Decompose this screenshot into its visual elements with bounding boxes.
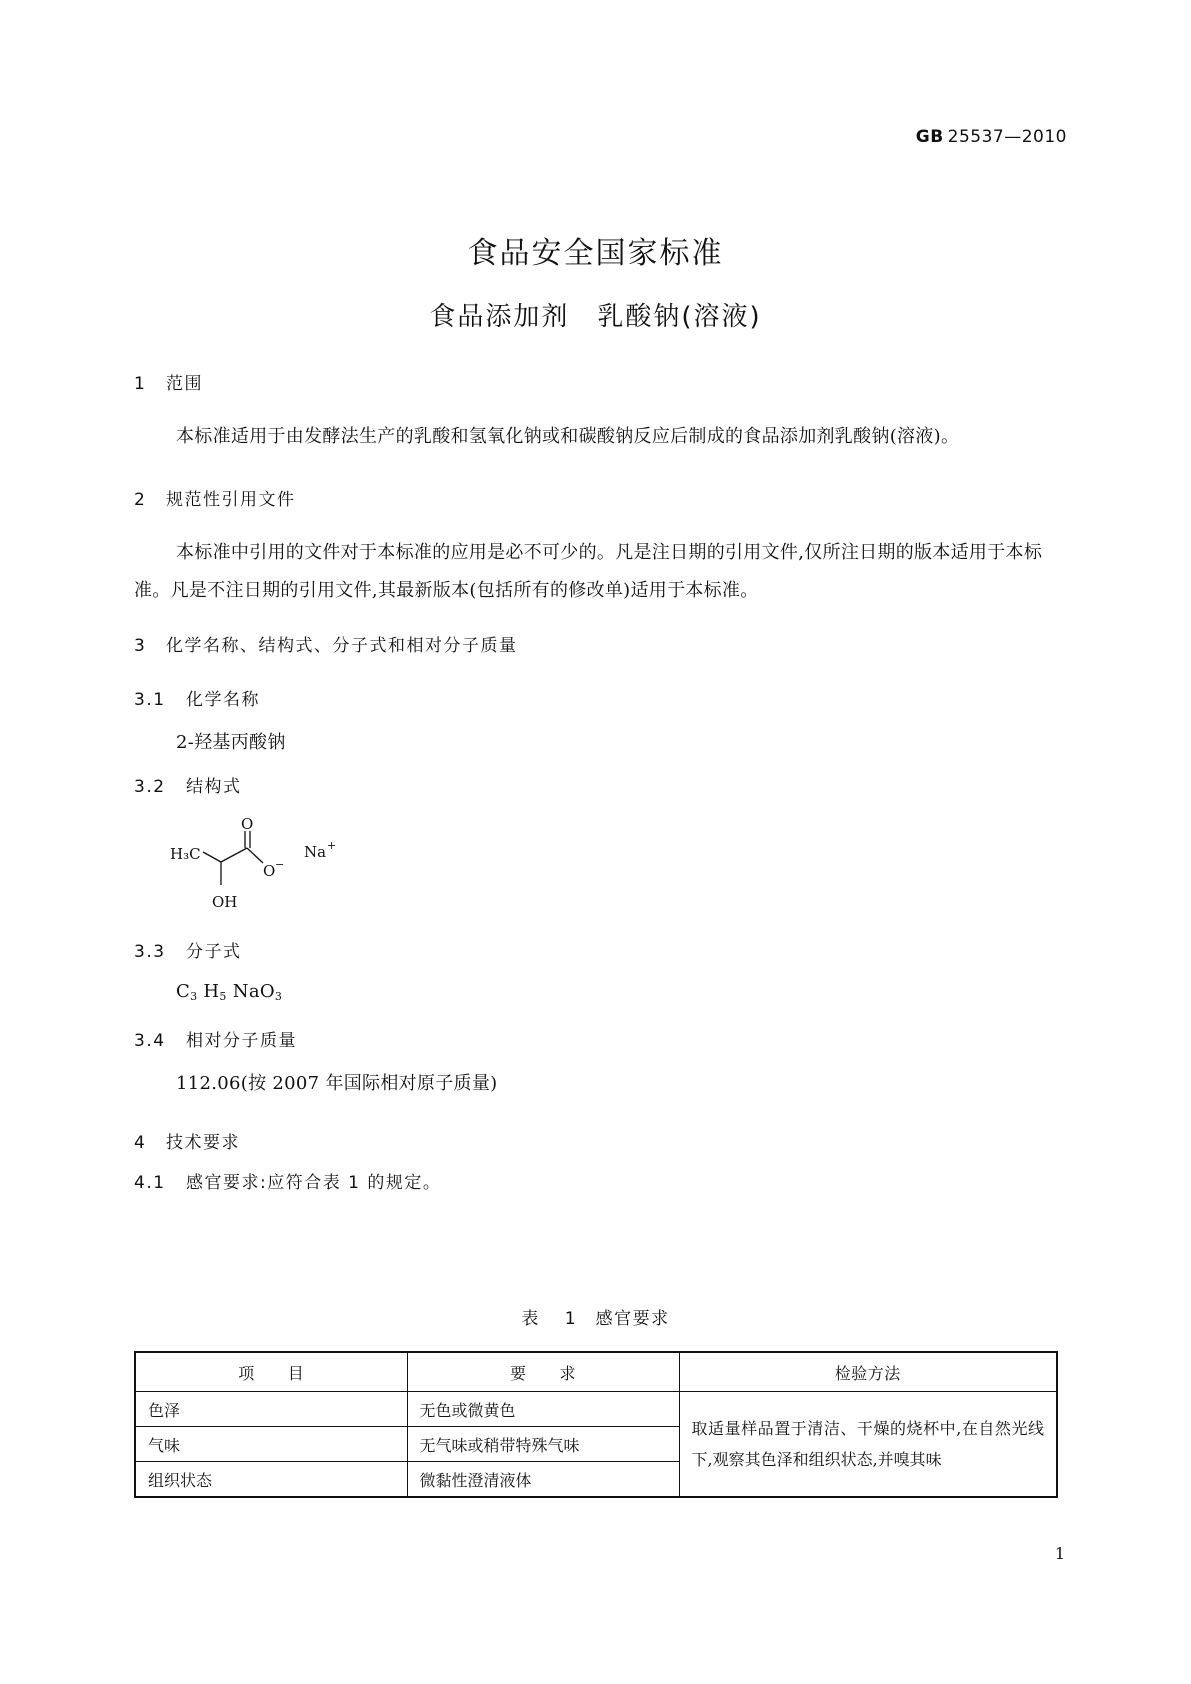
section-3-1-heading xyxy=(134,685,260,710)
row-requirement: 微黏性澄清液体 xyxy=(407,1462,679,1498)
section-1-text xyxy=(134,418,1058,456)
section-title: 相对分子质量 xyxy=(186,1031,297,1051)
row-requirement: 无色或微黄色 xyxy=(407,1392,679,1427)
section-title: 分子式 xyxy=(186,942,242,962)
section-title: 化学名称 xyxy=(186,690,260,710)
column-header-item: 项 目 xyxy=(135,1352,407,1392)
section-3-3-heading xyxy=(134,937,242,962)
table-header-row xyxy=(135,1352,1057,1392)
carbonyl-oxygen: O xyxy=(241,815,254,833)
section-title: 化学名称、结构式、分子式和相对分子质量 xyxy=(166,636,518,656)
section-number: 4.1 xyxy=(134,1173,166,1193)
molecular-mass: 112.06(按 2007 年国际相对原子质量) xyxy=(176,1073,498,1094)
section-2-body: 本标准中引用的文件对于本标准的应用是必不可少的。凡是注日期的引用文件,仅所注日期的版本适用于本标准。凡是不注日期的引用文件,其最新版本(包括所有的修改单)适用于本标准。 xyxy=(134,542,1043,601)
section-title: 范围 xyxy=(166,374,203,394)
section-number: 3.1 xyxy=(134,690,166,710)
molecular-formula: $C_3$ $H_5$ NaO$_3$ xyxy=(176,981,283,1003)
bond-carboxylate xyxy=(247,848,263,863)
section-title: 规范性引用文件 xyxy=(166,490,296,510)
bond-carbon-carboxyl xyxy=(221,848,247,862)
section-4-1-heading xyxy=(134,1168,441,1193)
row-item: 色泽 xyxy=(135,1392,407,1427)
column-header-method: 检验方法 xyxy=(679,1352,1057,1392)
section-1-heading xyxy=(134,369,203,394)
row-requirement: 无气味或稍带特殊气味 xyxy=(407,1427,679,1462)
section-number: 3.2 xyxy=(134,777,166,797)
section-number: 3 xyxy=(134,636,147,656)
section-number: 2 xyxy=(134,490,147,510)
section-1-body: 本标准适用于由发酵法生产的乳酸和氢氧化钠或和碳酸钠反应后制成的食品添加剂乳酸钠(溶液)。 xyxy=(176,426,960,447)
sensory-table xyxy=(134,1351,1058,1498)
section-4-heading xyxy=(134,1128,240,1153)
section-title: 结构式 xyxy=(186,777,242,797)
sodium-label: Na xyxy=(304,843,327,861)
test-method: 取适量样品置于清洁、干燥的烧杯中,在自然光线下,观察其色泽和组织状态,并嗅其味 xyxy=(679,1392,1057,1498)
methyl-label: H₃C xyxy=(170,845,201,863)
positive-charge: + xyxy=(327,839,337,852)
section-3-4-heading xyxy=(134,1026,297,1051)
section-number: 1 xyxy=(134,374,147,394)
section-3-heading xyxy=(134,631,518,656)
hydroxyl-label: OH xyxy=(212,893,238,911)
section-2-heading xyxy=(134,485,296,510)
standard-prefix: GB xyxy=(915,127,944,147)
section-number: 3.3 xyxy=(134,942,166,962)
section-3-2-heading xyxy=(134,772,242,797)
table-caption: 表 1 感官要求 xyxy=(521,1309,670,1329)
chemical-name: 2-羟基丙酸钠 xyxy=(176,732,286,753)
section-title: 技术要求 xyxy=(166,1133,240,1153)
main-title: 食品安全国家标准 xyxy=(467,236,724,271)
structural-formula xyxy=(170,812,390,922)
section-number: 3.4 xyxy=(134,1031,166,1051)
column-header-requirement: 要 求 xyxy=(407,1352,679,1392)
bond-methyl xyxy=(203,852,221,862)
section-number: 4 xyxy=(134,1133,147,1153)
section-title: 感官要求:应符合表 1 的规定。 xyxy=(186,1173,442,1193)
page-number: 1 xyxy=(1054,1544,1065,1563)
section-2-text xyxy=(134,534,1058,610)
standard-number: 25537—2010 xyxy=(947,127,1067,147)
standard-code xyxy=(916,127,1067,147)
negative-charge: − xyxy=(275,858,285,871)
sub-title: 食品添加剂 乳酸钠(溶液) xyxy=(429,302,762,332)
row-item: 气味 xyxy=(135,1427,407,1462)
carboxylate-oxygen: O xyxy=(263,862,276,880)
table-row xyxy=(135,1392,1057,1427)
row-item: 组织状态 xyxy=(135,1462,407,1498)
